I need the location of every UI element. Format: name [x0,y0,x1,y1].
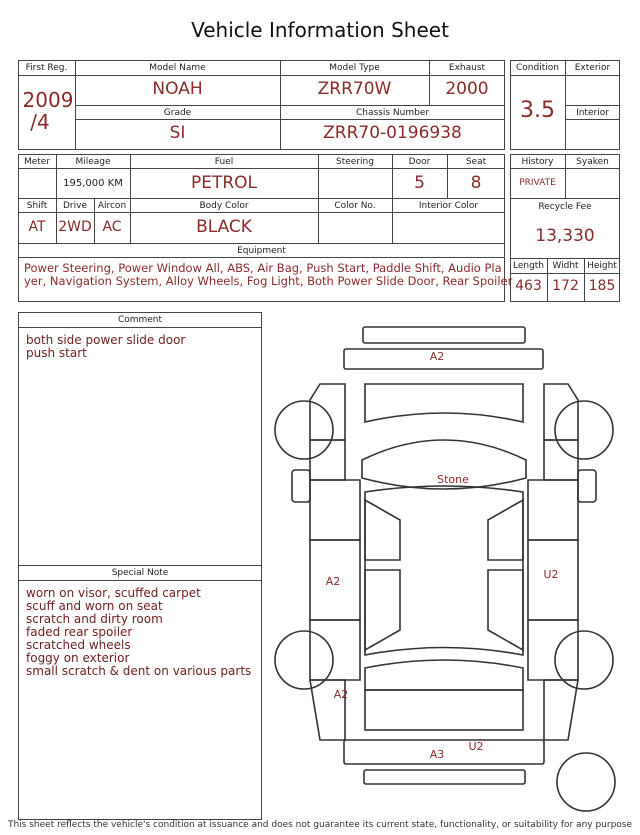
drive-label: Drive [63,201,87,211]
interior-color-label: Interior Color [418,201,479,211]
equipment-line-1: Power Steering, Power Window All, ABS, Air Bag, Push Start, Paddle Shift, Audio Pla [24,261,502,275]
rear-right-wheel [555,631,613,689]
damage-mark-left-rear: A2 [333,688,349,701]
length-label: Length [512,261,545,271]
left-front-window [365,500,400,560]
front-right-wheel [555,401,613,459]
right-mirror [578,470,596,502]
first-reg-year: 2009 [22,88,74,112]
meter-label: Meter [23,157,51,167]
rear-window [365,660,523,690]
mileage-value: 195,000 KM [63,178,123,189]
front-bumper-bar [363,327,525,343]
width-value: 172 [552,278,579,294]
chassis-value: ZRR70-0196938 [323,123,462,143]
exhaust-label: Exhaust [448,63,486,73]
aircon-value: AC [102,219,122,235]
rear-left-wheel [275,631,333,689]
special-note-line: scratched wheels [26,638,131,652]
length-value: 463 [515,278,542,294]
comment-line: push start [26,346,87,360]
aircon-label: Aircon [97,201,127,211]
left-rear-quarter [310,620,360,680]
recycle-fee-label: Recycle Fee [538,202,592,212]
body-color-value: BLACK [196,217,252,237]
exhaust-value: 2000 [445,79,489,99]
interior-label: Interior [576,108,609,118]
model-type-value: ZRR70W [317,79,392,99]
hood [365,384,523,422]
front-left-wheel [275,401,333,459]
grade-label: Grade [163,108,192,118]
special-note-line: small scratch & dent on various parts [26,664,252,678]
model-type-label: Model Type [329,63,380,73]
right-front-door [528,480,578,540]
right-front-window [488,500,523,560]
rear-bumper-bar [364,770,525,784]
right-rear-panel [544,680,578,740]
first-reg-label: First Reg. [25,63,68,73]
steering-label: Steering [336,157,374,167]
right-a-pillar [544,440,578,480]
comment-line: both side power slide door [26,333,186,347]
door-label: Door [408,157,431,167]
condition-value: 3.5 [520,98,555,123]
equipment-label: Equipment [237,246,286,256]
comment-label: Comment [117,315,163,325]
special-note-line: scratch and dirty room [26,612,163,626]
seat-label: Seat [465,157,487,167]
syaken-label: Syaken [576,157,609,167]
special-note-line: worn on visor, scuffed carpet [26,586,201,600]
left-front-door [310,480,360,540]
height-label: Height [587,261,617,271]
width-label: Widht [552,261,579,271]
height-value: 185 [588,278,616,294]
drive-value: 2WD [58,219,92,235]
shift-label: Shift [26,201,48,211]
damage-mark-windshield: Stone [437,473,469,486]
damage-mark-rear-u2: U2 [468,740,484,753]
special-note-line: scuff and worn on seat [26,599,163,613]
exterior-label: Exterior [574,63,611,73]
equipment-line-2: yer, Navigation System, Alloy Wheels, Fog Light, Both Power Slide Door, Rear Spoiler [24,274,513,288]
condition-label: Condition [516,63,559,73]
damage-mark-rear-a3: A3 [429,748,445,761]
left-mirror [292,470,310,502]
grade-value: SI [169,123,186,143]
damage-mark-front: A2 [429,350,445,363]
sheet-title: Vehicle Information Sheet [191,18,449,42]
first-reg-month: /4 [30,110,50,134]
chassis-label: Chassis Number [355,108,430,118]
damage-mark-left-side: A2 [325,575,341,588]
fuel-value: PETROL [190,173,258,193]
seat-value: 8 [470,173,482,193]
damage-mark-right-side: U2 [543,568,559,581]
right-rear-window [488,570,523,650]
special-note-line: faded rear spoiler [26,625,133,639]
body-color-label: Body Color [199,201,249,211]
door-value: 5 [414,173,425,193]
disclaimer-footer: This sheet reflects the vehicle's condition at issuance and does not guarantee its current state, functionality, or suitability for any purpose [7,820,633,830]
mileage-label: Mileage [75,157,111,167]
model-name-label: Model Name [149,63,206,73]
special-note-line: foggy on exterior [26,651,130,665]
fuel-label: Fuel [214,157,234,167]
left-rear-window [365,570,400,650]
shift-value: AT [28,219,46,235]
history-label: History [521,157,554,167]
recycle-fee-value: 13,330 [535,226,595,246]
spare-wheel [557,753,615,811]
model-name-value: NOAH [152,79,203,99]
color-no-label: Color No. [334,201,376,211]
right-rear-quarter [528,620,578,680]
tailgate [365,690,523,730]
special-note-label: Special Note [111,568,169,578]
history-value: PRIVATE [519,178,556,188]
